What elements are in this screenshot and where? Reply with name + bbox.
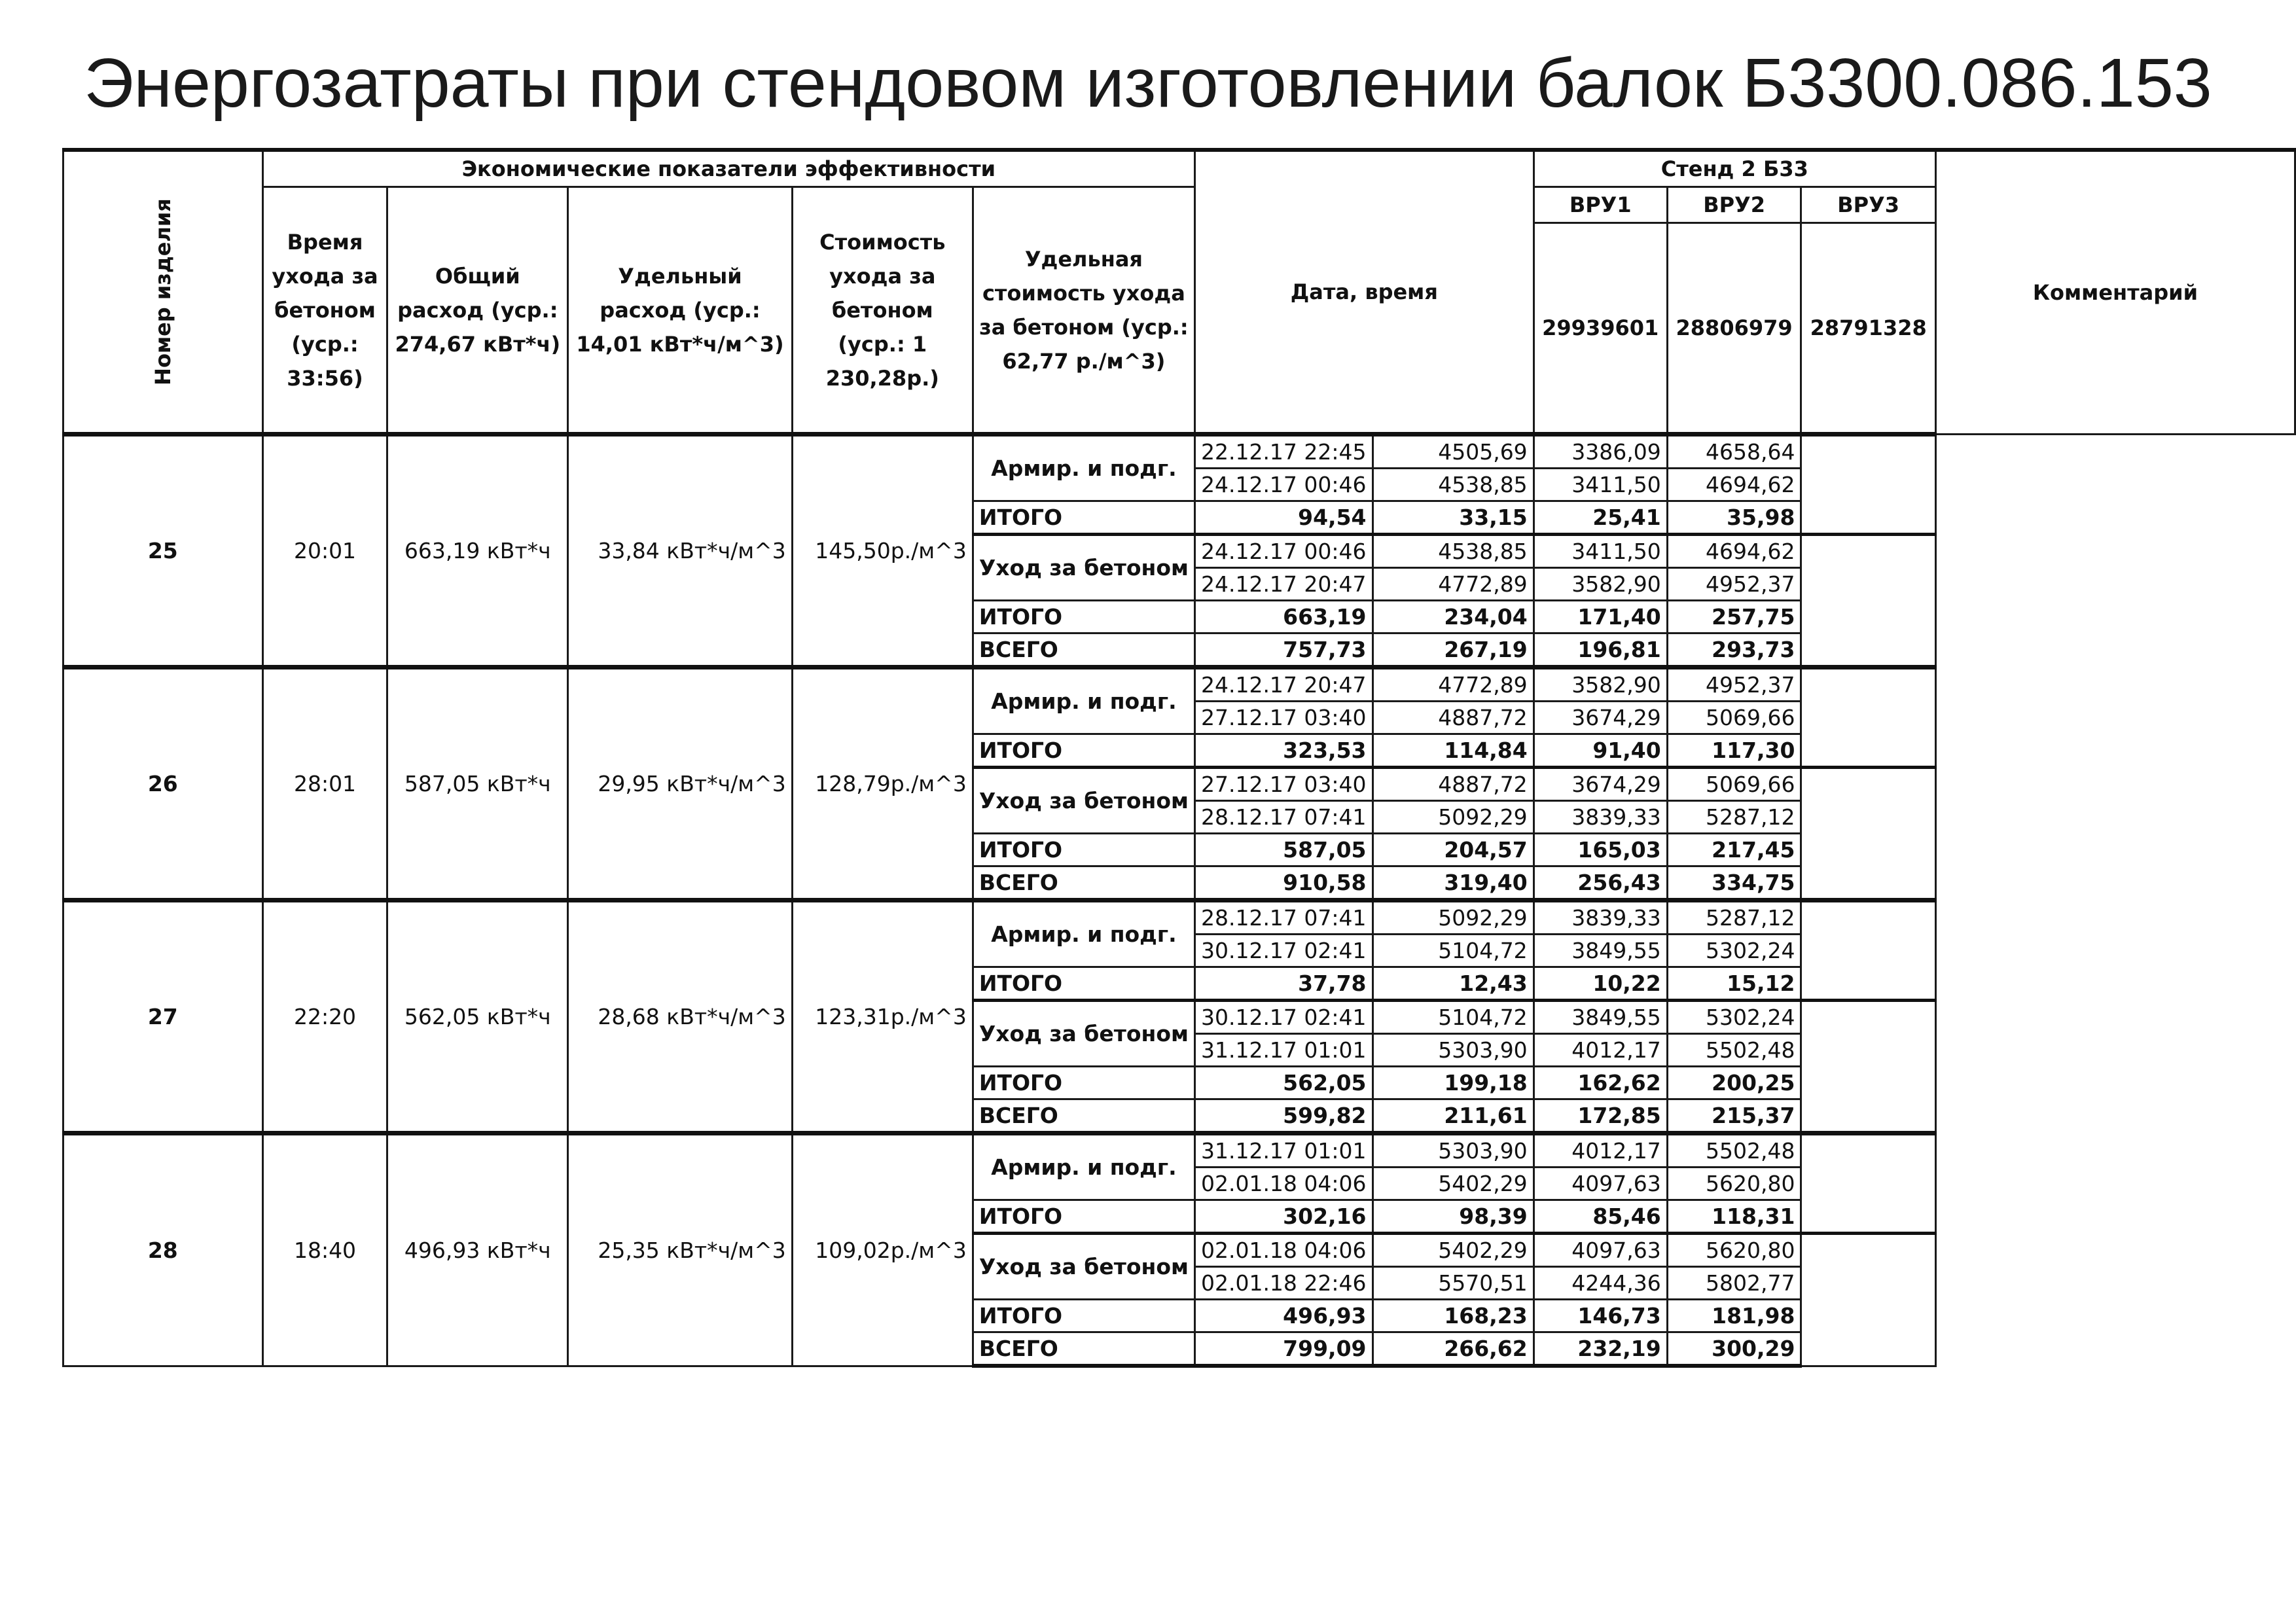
meter-vru2: 3411,50	[1534, 535, 1667, 568]
meter-vru2: 3582,90	[1534, 568, 1667, 601]
total-consumption: 587,05 кВт*ч	[387, 668, 568, 901]
table-header	[63, 150, 2295, 435]
total-vru1: 234,04	[1372, 601, 1534, 633]
meter-vru2: 3839,33	[1534, 901, 1667, 935]
meter-vru1: 5104,72	[1372, 935, 1534, 967]
phase-label-armir: Армир. и подг.	[973, 435, 1194, 501]
header-datetime: Дата, время	[1194, 150, 1534, 435]
total-vru3: 217,45	[1667, 834, 1801, 866]
meter-vru2: 4244,36	[1534, 1267, 1667, 1300]
product-number: 28	[63, 1133, 263, 1366]
meter-vru1: 4772,89	[1372, 568, 1534, 601]
header-vru3-number: 28791328	[1801, 223, 1935, 435]
meter-vru3: 5502,48	[1667, 1034, 1801, 1067]
grand-total-label: ВСЕГО	[973, 1099, 1194, 1133]
meter-vru1: 4772,89	[1372, 668, 1534, 702]
reading-datetime: 27.12.17 03:40	[1194, 702, 1372, 734]
curing-time: 20:01	[262, 435, 387, 668]
meter-vru2: 3839,33	[1534, 801, 1667, 834]
total-sum: 757,73	[1194, 633, 1372, 668]
phase-label-armir: Армир. и подг.	[973, 901, 1194, 967]
total-vru1: 211,61	[1372, 1099, 1534, 1133]
grand-total-label: ВСЕГО	[973, 633, 1194, 668]
meter-vru1: 4887,72	[1372, 702, 1534, 734]
product-number: 25	[63, 435, 263, 668]
specific-consumption: 25,35 кВт*ч/м^3	[568, 1133, 793, 1366]
total-vru1: 168,23	[1372, 1300, 1534, 1332]
meter-vru2: 3849,55	[1534, 1001, 1667, 1034]
table-row	[63, 435, 2295, 469]
total-vru1: 204,57	[1372, 834, 1534, 866]
meter-vru3: 5287,12	[1667, 901, 1801, 935]
total-vru1: 266,62	[1372, 1332, 1534, 1366]
total-vru2: 85,46	[1534, 1200, 1667, 1234]
reading-datetime: 28.12.17 07:41	[1194, 901, 1372, 935]
meter-vru3: 4694,62	[1667, 469, 1801, 501]
product-number: 27	[63, 901, 263, 1133]
specific-cost: 145,50р./м^3	[792, 435, 973, 668]
meter-vru3: 5502,48	[1667, 1133, 1801, 1168]
total-sum: 599,82	[1194, 1099, 1372, 1133]
specific-consumption: 28,68 кВт*ч/м^3	[568, 901, 793, 1133]
total-vru1: 98,39	[1372, 1200, 1534, 1234]
total-vru2: 165,03	[1534, 834, 1667, 866]
phase-label-curing: Уход за бетоном	[973, 1234, 1194, 1300]
product-number: 26	[63, 668, 263, 901]
meter-vru3: 4952,37	[1667, 568, 1801, 601]
header-stand: Стенд 2 Б33	[1534, 150, 1935, 187]
specific-cost: 109,02р./м^3	[792, 1133, 973, 1366]
total-consumption: 663,19 кВт*ч	[387, 435, 568, 668]
total-vru3: 118,31	[1667, 1200, 1801, 1234]
meter-vru3: 5802,77	[1667, 1267, 1801, 1300]
phase-label-curing: Уход за бетоном	[973, 1001, 1194, 1067]
comment-cell	[1801, 435, 1935, 535]
total-vru3: 200,25	[1667, 1067, 1801, 1099]
meter-vru1: 5402,29	[1372, 1234, 1534, 1267]
total-vru2: 232,19	[1534, 1332, 1667, 1366]
subtotal-label: ИТОГО	[973, 1300, 1194, 1332]
meter-vru1: 4538,85	[1372, 469, 1534, 501]
page-title: Энергозатраты при стендовом изготовлении балок Б3300.086.153	[84, 45, 2212, 122]
header-econ-group: Экономические показатели эффективности	[262, 150, 1194, 187]
total-consumption: 496,93 кВт*ч	[387, 1133, 568, 1366]
meter-vru3: 5302,24	[1667, 1001, 1801, 1034]
total-vru3: 257,75	[1667, 601, 1801, 633]
header-total-consumption: Общий расход (уср.: 274,67 кВт*ч)	[387, 187, 568, 435]
total-vru2: 162,62	[1534, 1067, 1667, 1099]
total-sum: 799,09	[1194, 1332, 1372, 1366]
meter-vru3: 5620,80	[1667, 1234, 1801, 1267]
reading-datetime: 31.12.17 01:01	[1194, 1133, 1372, 1168]
meter-vru2: 3582,90	[1534, 668, 1667, 702]
header-time: Время ухода за бетоном (уср.: 33:56)	[262, 187, 387, 435]
meter-vru1: 4505,69	[1372, 435, 1534, 469]
grand-total-label: ВСЕГО	[973, 866, 1194, 901]
reading-datetime: 30.12.17 02:41	[1194, 1001, 1372, 1034]
total-sum: 663,19	[1194, 601, 1372, 633]
total-vru3: 300,29	[1667, 1332, 1801, 1366]
comment-cell	[1801, 668, 1935, 768]
reading-datetime: 24.12.17 00:46	[1194, 469, 1372, 501]
total-vru2: 196,81	[1534, 633, 1667, 668]
comment-cell	[1801, 1133, 1935, 1234]
meter-vru2: 4097,63	[1534, 1168, 1667, 1200]
table-row	[63, 901, 2295, 935]
reading-datetime: 27.12.17 03:40	[1194, 768, 1372, 801]
total-vru1: 319,40	[1372, 866, 1534, 901]
total-vru2: 146,73	[1534, 1300, 1667, 1332]
meter-vru2: 4012,17	[1534, 1133, 1667, 1168]
meter-vru3: 5287,12	[1667, 801, 1801, 834]
reading-datetime: 22.12.17 22:45	[1194, 435, 1372, 469]
header-vru1: ВРУ1	[1534, 187, 1667, 223]
comment-cell	[1801, 768, 1935, 901]
total-vru3: 181,98	[1667, 1300, 1801, 1332]
header-vru3: ВРУ3	[1801, 187, 1935, 223]
meter-vru1: 4538,85	[1372, 535, 1534, 568]
reading-datetime: 24.12.17 20:47	[1194, 568, 1372, 601]
total-vru2: 256,43	[1534, 866, 1667, 901]
total-consumption: 562,05 кВт*ч	[387, 901, 568, 1133]
subtotal-label: ИТОГО	[973, 1067, 1194, 1099]
table-row	[63, 668, 2295, 702]
meter-vru2: 4012,17	[1534, 1034, 1667, 1067]
total-vru2: 171,40	[1534, 601, 1667, 633]
header-product-number	[63, 150, 263, 435]
total-sum: 562,05	[1194, 1067, 1372, 1099]
reading-datetime: 24.12.17 20:47	[1194, 668, 1372, 702]
meter-vru1: 5570,51	[1372, 1267, 1534, 1300]
meter-vru1: 5303,90	[1372, 1133, 1534, 1168]
total-sum: 496,93	[1194, 1300, 1372, 1332]
reading-datetime: 02.01.18 22:46	[1194, 1267, 1372, 1300]
total-vru1: 199,18	[1372, 1067, 1534, 1099]
phase-label-armir: Армир. и подг.	[973, 1133, 1194, 1200]
table-body	[63, 435, 2295, 1366]
grand-total-label: ВСЕГО	[973, 1332, 1194, 1366]
meter-vru3: 5620,80	[1667, 1168, 1801, 1200]
subtotal-label: ИТОГО	[973, 501, 1194, 535]
comment-cell	[1801, 535, 1935, 668]
total-vru3: 15,12	[1667, 967, 1801, 1001]
total-vru1: 12,43	[1372, 967, 1534, 1001]
header-product-number-label: Номер изделия	[150, 198, 175, 385]
meter-vru3: 4694,62	[1667, 535, 1801, 568]
table-row	[63, 1133, 2295, 1168]
subtotal-label: ИТОГО	[973, 734, 1194, 768]
header-comment: Комментарий	[1935, 150, 2295, 435]
subtotal-label: ИТОГО	[973, 834, 1194, 866]
reading-datetime: 30.12.17 02:41	[1194, 935, 1372, 967]
total-vru1: 114,84	[1372, 734, 1534, 768]
total-sum: 910,58	[1194, 866, 1372, 901]
total-vru3: 117,30	[1667, 734, 1801, 768]
total-vru3: 35,98	[1667, 501, 1801, 535]
meter-vru3: 4658,64	[1667, 435, 1801, 469]
meter-vru1: 5402,29	[1372, 1168, 1534, 1200]
meter-vru1: 5104,72	[1372, 1001, 1534, 1034]
total-vru2: 91,40	[1534, 734, 1667, 768]
meter-vru1: 4887,72	[1372, 768, 1534, 801]
total-sum: 94,54	[1194, 501, 1372, 535]
curing-time: 28:01	[262, 668, 387, 901]
total-sum: 37,78	[1194, 967, 1372, 1001]
meter-vru1: 5092,29	[1372, 801, 1534, 834]
total-vru3: 293,73	[1667, 633, 1801, 668]
meter-vru2: 3849,55	[1534, 935, 1667, 967]
meter-vru2: 3386,09	[1534, 435, 1667, 469]
total-sum: 302,16	[1194, 1200, 1372, 1234]
total-vru1: 33,15	[1372, 501, 1534, 535]
comment-cell	[1801, 901, 1935, 1001]
meter-vru1: 5303,90	[1372, 1034, 1534, 1067]
phase-label-curing: Уход за бетоном	[973, 768, 1194, 834]
reading-datetime: 28.12.17 07:41	[1194, 801, 1372, 834]
meter-vru1: 5092,29	[1372, 901, 1534, 935]
meter-vru2: 3674,29	[1534, 768, 1667, 801]
specific-cost: 128,79р./м^3	[792, 668, 973, 901]
header-specific-cost: Удельная стоимость ухода за бетоном (уср.: 62,77 р./м^3)	[973, 187, 1194, 435]
total-vru1: 267,19	[1372, 633, 1534, 668]
phase-label-curing: Уход за бетоном	[973, 535, 1194, 601]
reading-datetime: 02.01.18 04:06	[1194, 1168, 1372, 1200]
specific-consumption: 33,84 кВт*ч/м^3	[568, 435, 793, 668]
subtotal-label: ИТОГО	[973, 1200, 1194, 1234]
comment-cell	[1801, 1234, 1935, 1366]
curing-time: 22:20	[262, 901, 387, 1133]
meter-vru3: 5069,66	[1667, 702, 1801, 734]
total-sum: 323,53	[1194, 734, 1372, 768]
total-vru3: 215,37	[1667, 1099, 1801, 1133]
header-vru2-number: 28806979	[1667, 223, 1801, 435]
header-specific-consumption: Удельный расход (уср.: 14,01 кВт*ч/м^3)	[568, 187, 793, 435]
meter-vru2: 3674,29	[1534, 702, 1667, 734]
total-vru2: 172,85	[1534, 1099, 1667, 1133]
total-vru2: 25,41	[1534, 501, 1667, 535]
reading-datetime: 24.12.17 00:46	[1194, 535, 1372, 568]
meter-vru2: 3411,50	[1534, 469, 1667, 501]
specific-consumption: 29,95 кВт*ч/м^3	[568, 668, 793, 901]
comment-cell	[1801, 1001, 1935, 1133]
phase-label-armir: Армир. и подг.	[973, 668, 1194, 734]
header-vru1-number: 29939601	[1534, 223, 1667, 435]
total-vru2: 10,22	[1534, 967, 1667, 1001]
meter-vru3: 4952,37	[1667, 668, 1801, 702]
meter-vru3: 5069,66	[1667, 768, 1801, 801]
reading-datetime: 02.01.18 04:06	[1194, 1234, 1372, 1267]
header-cost: Стоимость ухода за бетоном (уср.: 1 230,28р.)	[792, 187, 973, 435]
curing-time: 18:40	[262, 1133, 387, 1366]
subtotal-label: ИТОГО	[973, 601, 1194, 633]
reading-datetime: 31.12.17 01:01	[1194, 1034, 1372, 1067]
subtotal-label: ИТОГО	[973, 967, 1194, 1001]
meter-vru3: 5302,24	[1667, 935, 1801, 967]
header-vru2: ВРУ2	[1667, 187, 1801, 223]
meter-vru2: 4097,63	[1534, 1234, 1667, 1267]
total-vru3: 334,75	[1667, 866, 1801, 901]
specific-cost: 123,31р./м^3	[792, 901, 973, 1133]
total-sum: 587,05	[1194, 834, 1372, 866]
energy-table	[62, 148, 2296, 1368]
